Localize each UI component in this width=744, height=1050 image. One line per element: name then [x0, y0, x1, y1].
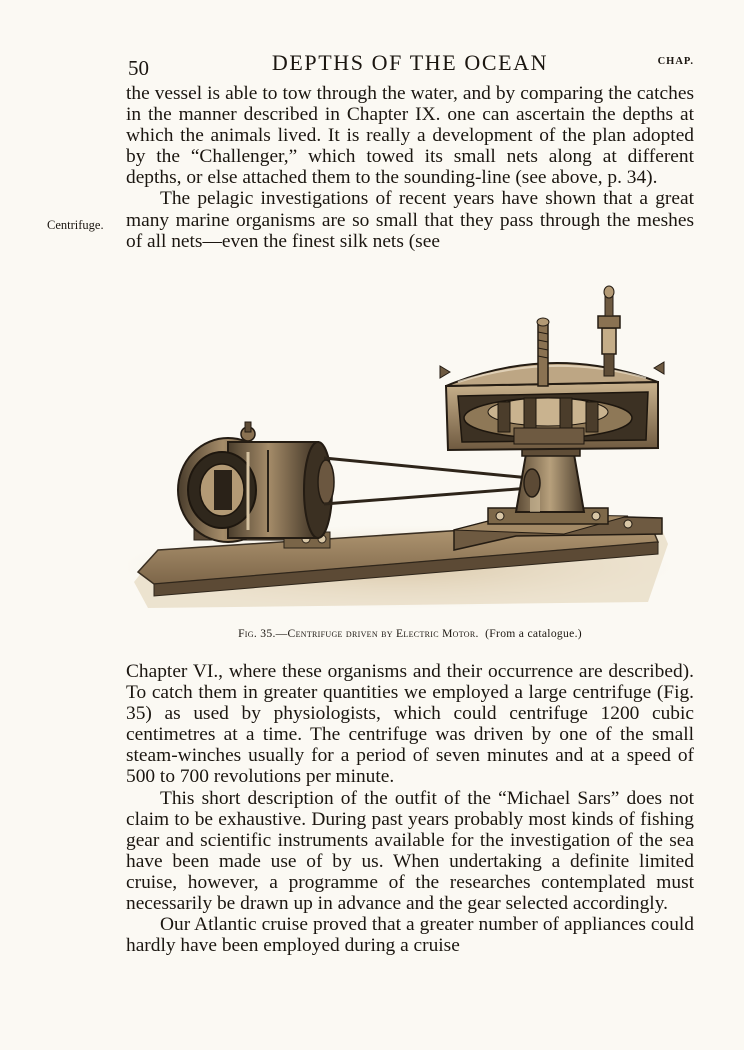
chapter-label: CHAP. [657, 56, 694, 67]
figure-source: (From a catalogue.) [485, 627, 582, 640]
paragraph: This short description of the outfit of the “Michael Sars” does not claim to be exhaustive. During past years probably most kinds of fishing gear and scientific instruments available for the investigation of the sea have been made use of by us. When undertaking a definite limited cruise, however, a programme of the researches contemplated must necessarily be drawn up in advance and the gear selected accordingly. [126, 787, 694, 915]
paragraph: the vessel is able to tow through the water, and by comparing the catches in the manner described in Chapter IX. one can ascertain the depths at which the animals lived. It is really a development of the plan adopted by the “Challenger,” which towed its small nets along at different depths, or else attached them to the sounding-line (see above, p. 34). [126, 83, 694, 189]
page-header [124, 48, 696, 80]
running-title: DEPTHS OF THE OCEAN [271, 50, 549, 75]
figure-caption [126, 627, 694, 640]
body-text-bottom [126, 661, 694, 956]
paragraph: The pelagic investigations of recent years have shown that a great many marine organisms are so small that they pass through the meshes of all nets—even the finest silk nets (see [126, 188, 694, 252]
figure-title: —Centrifuge driven by Electric Motor. [275, 627, 479, 640]
figure-centrifuge-illustration [128, 282, 670, 614]
centrifuge-engraving-image [128, 282, 670, 614]
paragraph: Our Atlantic cruise proved that a greater number of appliances could hardly have been employed during a cruise [126, 914, 694, 957]
page-number: 50 [128, 56, 149, 80]
figure-label: Fig. 35. [238, 627, 276, 640]
paragraph: Chapter VI., where these organisms and their occurrence are described). To catch them in greater quantities we employed a large centrifuge (Fig. 35) as used by physiologists, which could centrifuge 1200 cubic centimetres at a time. The centrifuge was driven by one of the small steam-winches usually for a period of seven minutes and at a speed of 500 to 700 revolutions per minute. [126, 661, 694, 788]
margin-sidenote: Centrifuge. [47, 218, 104, 232]
body-text-top [126, 83, 694, 252]
